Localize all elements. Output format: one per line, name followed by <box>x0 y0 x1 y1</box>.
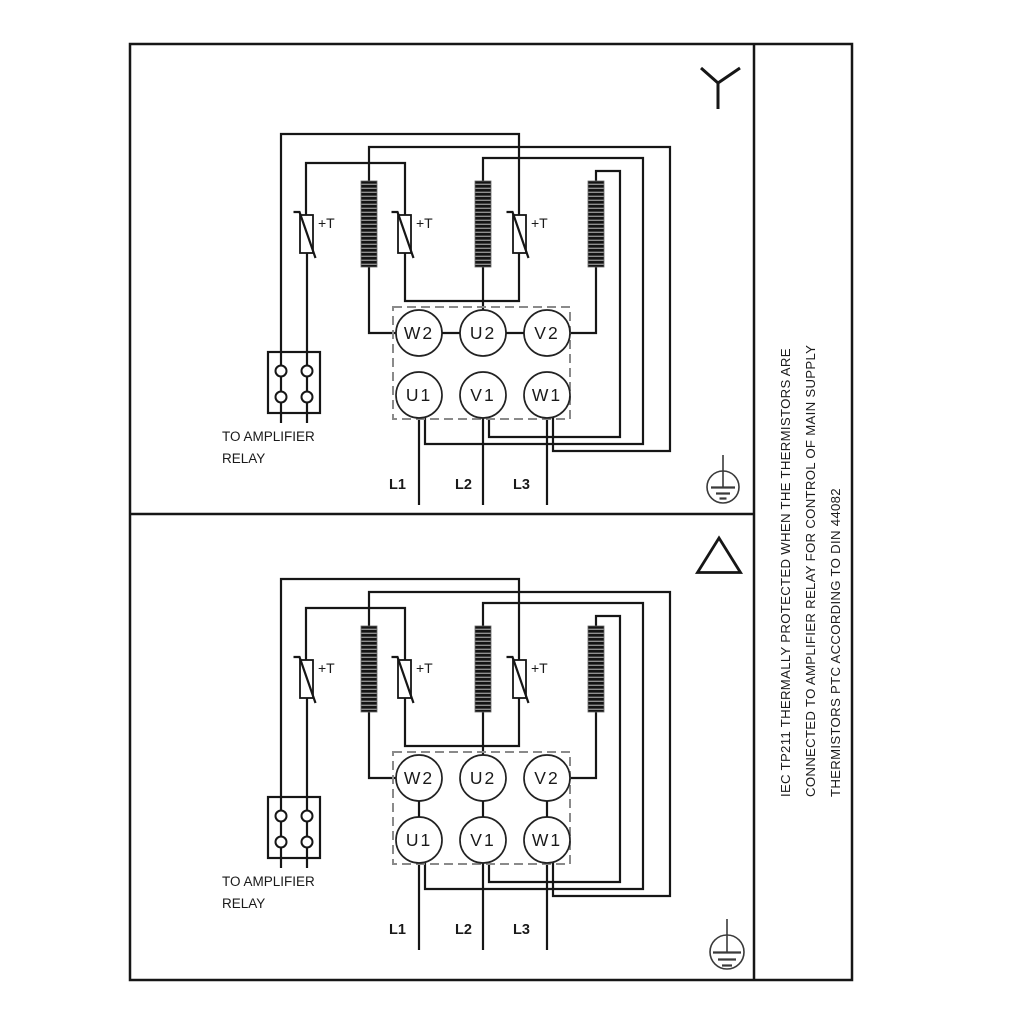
wire-segment <box>701 68 740 109</box>
supply-line-L2-label: L2 <box>455 477 472 493</box>
side-note-line2: CONNECTED TO AMPLIFIER RELAY FOR CONTROL OF MAIN SUPPLY <box>803 344 818 797</box>
relay-note-line2: RELAY <box>222 451 266 466</box>
motor-winding-2 <box>475 181 491 267</box>
delta-symbol <box>698 538 741 573</box>
relay-terminal <box>302 366 313 377</box>
side-note-line1: IEC TP211 THERMALLY PROTECTED WHEN THE THERMISTORS ARE <box>778 348 793 797</box>
terminal-U2-label: U2 <box>469 323 497 343</box>
amplifier-relay-box <box>268 352 320 413</box>
thermistor-symbol-2 <box>392 212 414 258</box>
wire-thermistor1-to-thermistor2 <box>306 163 405 215</box>
terminal-W2-label: W2 <box>403 323 435 343</box>
wire-segment <box>268 352 320 413</box>
wire-thermistor2-to-thermistor3 <box>405 253 519 301</box>
circuit-common <box>222 134 670 505</box>
thermistor-label-1: +T <box>318 215 335 231</box>
terminal-V1-label: V1 <box>470 385 496 405</box>
supply-line-L1-label: L1 <box>389 477 406 493</box>
star-symbol <box>701 68 740 109</box>
relay-note-line1: TO AMPLIFIER <box>222 429 315 444</box>
relay-terminal <box>276 392 287 403</box>
supply-line-L3-label: L3 <box>513 477 530 493</box>
wire-winding3-bottom-to-V2 <box>569 267 596 333</box>
thermistor-symbol-3 <box>507 212 529 258</box>
circuit-common-delta-instance <box>222 579 670 950</box>
relay-terminal <box>302 392 313 403</box>
motor-winding-1 <box>361 181 377 267</box>
thermistor-symbol-1 <box>294 212 316 258</box>
ground-symbol-bottom <box>710 919 744 969</box>
wire-segment <box>698 538 741 573</box>
thermistor-label-2: +T <box>416 215 433 231</box>
side-note-line3: THERMISTORS PTC ACCORDING TO DIN 44082 <box>828 488 843 797</box>
side-note <box>778 345 843 797</box>
relay-terminal <box>276 366 287 377</box>
terminal-U1-label: U1 <box>405 385 433 405</box>
terminal-V2-label: V2 <box>534 323 560 343</box>
terminal-W1-label: W1 <box>531 385 563 405</box>
motor-winding-3 <box>588 181 604 267</box>
thermistor-label-3: +T <box>531 215 548 231</box>
ground-symbol-top <box>707 455 739 503</box>
